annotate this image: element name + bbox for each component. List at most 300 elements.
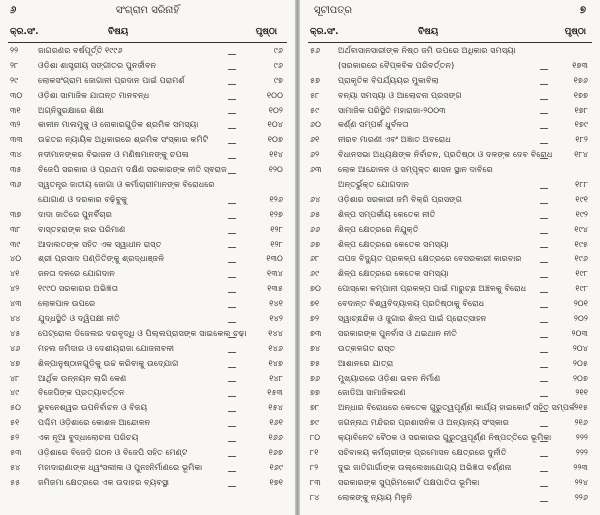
entry-page: ୧୫୩ xyxy=(267,387,283,398)
running-head xyxy=(300,3,600,23)
entry-page: ୨୨୬ xyxy=(574,491,588,502)
entry-page: ୧୬୬ xyxy=(268,432,283,443)
entry-page: ୨୧୬ xyxy=(574,417,588,428)
toc-row xyxy=(8,103,287,118)
toc-row xyxy=(308,371,592,386)
toc-row xyxy=(308,147,592,162)
leader-dash xyxy=(540,396,548,397)
toc-row xyxy=(308,430,592,445)
toc-row xyxy=(308,177,592,192)
entry-subject: ବାସ୍ତହରାଙ୍କ ହାର ପରିମାଣ xyxy=(38,223,126,234)
entry-number: ୪୨ xyxy=(10,283,20,294)
entry-number: ୫୪ xyxy=(10,461,21,472)
leader-dash xyxy=(228,381,236,382)
entry-page: ୧୪୧ xyxy=(269,298,283,309)
entry-subject: ଯୋଗାଣ ଓ ଦରକାର ବଢ଼ିବୁକୁ xyxy=(38,193,128,204)
leader-dash xyxy=(540,307,548,308)
entry-page: ୧୭୯ xyxy=(574,119,588,130)
entry-subject: ତାପଜ ବିଦ୍ୟୁତ ପ୍ରକଳ୍ପ କ୍ଷେତ୍ରରେ ବେସରକାରୀ କାରବାର xyxy=(338,253,522,264)
toc-row xyxy=(8,341,287,356)
entry-number: ୪୯ xyxy=(10,387,20,398)
entry-number: ୬୫ xyxy=(310,208,321,219)
leader-dash xyxy=(228,143,236,144)
table-of-contents xyxy=(8,43,287,490)
entry-page: ୧୦୦ xyxy=(266,89,283,100)
entry-number: ୬୪ xyxy=(310,193,321,204)
entry-page: ୧୩୫ xyxy=(267,283,283,294)
column-header xyxy=(308,26,592,43)
leader-dash xyxy=(540,337,548,338)
entry-page: ୧୨୭ xyxy=(269,208,283,219)
leader-dash xyxy=(540,322,548,323)
leader-dash xyxy=(228,307,236,308)
entry-subject: ଓଡ଼ିଶା ଶାସ୍ତ୍ରୀୟ ସଙ୍ଗୀତର ପୁନର୍ଜୀବନ xyxy=(38,59,157,70)
entry-number: ୬୬ xyxy=(310,223,321,234)
entry-page: ୨୧୧ xyxy=(575,387,588,398)
leader-dash xyxy=(540,247,548,248)
entry-page: ୯୭ xyxy=(273,74,283,85)
entry-number: ୬୭ xyxy=(310,238,321,249)
leader-dash xyxy=(540,233,548,234)
page-number: ୬ xyxy=(10,5,17,16)
toc-row xyxy=(308,222,592,237)
entry-subject: ଲୋକ ଆନ୍ଦୋଳନ ଓ ସମ୍ପୃକ୍ତ ଶାସନ ସ୍ଥାନ ଦାବିରେ xyxy=(338,164,493,175)
header-subject: ବିଷୟ xyxy=(108,27,129,37)
leader-dash xyxy=(228,113,236,114)
toc-row xyxy=(8,117,287,132)
entry-number: ୬୨ xyxy=(310,149,320,160)
entry-page: ୧୩୪ xyxy=(267,268,283,279)
toc-row xyxy=(308,43,592,58)
entry-number: ୭୨ xyxy=(310,313,320,324)
entry-subject: ଜଗନ୍ନାଥ ମନ୍ଦିରର ପ୍ରଶାସନିକ ଓ ଅନ୍ୟାନ୍ୟ ସଂସ୍କାର xyxy=(338,417,509,428)
entry-subject: ମୁଖ୍ୟାରରେ ଓଡ଼ିଶା ଭବନ ନିର୍ମାଣ xyxy=(338,372,441,383)
toc-row xyxy=(308,251,592,266)
toc-row xyxy=(308,385,592,400)
toc-row xyxy=(8,356,287,371)
entry-page: ୧୬୭ xyxy=(268,447,283,458)
entry-subject: ୧୯୯୦ ସରକାରର ଅଭିଜ୍ଞତା xyxy=(38,283,119,294)
leader-dash xyxy=(540,84,548,85)
entry-number: ୩୪ xyxy=(10,149,22,160)
leader-dash xyxy=(228,322,236,323)
entry-page: ୧୩୦ xyxy=(266,253,283,264)
toc-row xyxy=(308,73,592,88)
toc-row xyxy=(308,117,592,132)
entry-number: ୩୯ xyxy=(10,238,21,249)
entry-subject: ଶିଳ୍ପ ସମ୍ପର୍କୀୟ କେତେକ ନୀତି xyxy=(338,208,436,219)
entry-subject: ମହଲ ଜମିଦାର ଓ ଦେଶୀୟରାଜା ଯୋଜନାବଳୀ xyxy=(38,342,175,353)
toc-row xyxy=(8,385,287,400)
entry-subject: ଅଗ୍ନିସୁରକ୍ଷାରେ ଶିକ୍ଷା xyxy=(38,104,104,115)
leader-dash xyxy=(540,158,548,159)
leader-dash xyxy=(228,486,236,487)
toc-row xyxy=(308,281,592,296)
toc-row xyxy=(308,296,592,311)
entry-subject: ଉତ୍କଳଗତ ରାସ୍ତ xyxy=(338,342,396,353)
toc-row xyxy=(8,400,287,415)
entry-number: ୮୧ xyxy=(310,447,319,458)
entry-number: ୭୪ xyxy=(310,342,321,353)
entry-number: ୪୫ xyxy=(10,327,21,338)
entry-number: ୩୦ xyxy=(10,89,23,100)
toc-row xyxy=(8,43,287,58)
leader-dash xyxy=(540,99,548,100)
entry-number: ୭୦ xyxy=(310,283,321,294)
leader-dash xyxy=(228,277,236,278)
entry-page: ୧୭୮ xyxy=(574,104,588,115)
entry-page: ୯୬ xyxy=(273,45,283,55)
leader-dash xyxy=(228,69,236,70)
toc-row xyxy=(308,475,592,490)
toc-row xyxy=(8,311,287,326)
toc-row xyxy=(308,192,592,207)
leader-dash xyxy=(228,158,236,159)
toc-row xyxy=(308,162,592,177)
entry-number: ୫୦ xyxy=(10,402,22,413)
leader-dash xyxy=(228,352,236,353)
entry-page: ୧୪୬ xyxy=(268,342,283,353)
entry-number: ୬୧ xyxy=(310,134,320,145)
entry-page: ୨୦୩ xyxy=(571,327,588,338)
leader-dash xyxy=(228,426,236,427)
leader-dash xyxy=(540,456,548,457)
toc-row xyxy=(308,88,592,103)
entry-page: ୧୦୭ xyxy=(267,134,283,145)
toc-row xyxy=(8,266,287,281)
toc-row xyxy=(308,341,592,356)
entry-number: ୫୧ xyxy=(10,417,20,428)
entry-page: ୧୪୮ xyxy=(269,372,283,383)
toc-row xyxy=(308,400,592,415)
leader-dash xyxy=(228,396,236,397)
entry-subject: ଜନତା ଦଳରେ ଯୋଗଦାନ xyxy=(38,268,115,279)
entry-subject: ଜାଗରଣର ବର୍ଷପୂର୍ତ୍ତି ୧୯୯୬ xyxy=(38,45,123,55)
right-page xyxy=(300,0,600,515)
entry-number: ୮୪ xyxy=(310,491,320,502)
leader-dash xyxy=(540,441,548,442)
entry-page: ୧୯୫ xyxy=(574,238,588,249)
leader-dash xyxy=(540,128,548,129)
entry-subject: ଅର୍ଥବାସାନସାରୀଙ୍କ ନିଷ୍ଠ ଜମି ଉପରେ ଅଧିକାର ସମସ୍ୟା xyxy=(338,45,516,55)
toc-row xyxy=(8,251,287,266)
entry-number: ୨୮ xyxy=(10,59,19,70)
entry-subject: ବିଧାନସଭା ଅଧ୍ୟକ୍ଷଙ୍କ ନିର୍ବାଚନ, ପ୍ରତିଷ୍ଠା ଓ ଦଳଙ୍କ ଦେବ ବିରୋଧ xyxy=(338,149,553,160)
entry-page: ୧୪୨ xyxy=(269,313,283,324)
leader-dash xyxy=(540,188,548,189)
entry-page: ୨୦୪ xyxy=(572,342,588,353)
entry-number: ୫୬ xyxy=(310,45,321,55)
toc-row xyxy=(308,103,592,118)
entry-subject: ଅନ୍ତର୍ଭୁକ୍ତ ଯୋଗଦାନ xyxy=(338,179,409,190)
entry-page: ୧୭୩ xyxy=(572,59,588,70)
entry-number: ୫୩ xyxy=(10,447,22,458)
leader-dash xyxy=(228,173,236,174)
toc-row xyxy=(8,281,287,296)
entry-subject: ଜୋଡିଆ ସାମାଜିକରଣ xyxy=(338,387,406,398)
entry-number: ୬୦ xyxy=(310,119,322,130)
running-head xyxy=(0,3,295,23)
entry-page: ୧୯୪ xyxy=(574,223,588,234)
entry-number: ୪୧ xyxy=(10,268,20,279)
entry-page: ୧୨୮ xyxy=(270,238,283,249)
entry-number: ୨୨ xyxy=(10,45,19,55)
entry-subject: ଆଦାଲତଙ୍କ ସହିତ ଏକ ସ୍ୱାଧୀନ ରାସ୍ତ xyxy=(38,238,162,249)
entry-number: ୮୩ xyxy=(310,476,321,487)
toc-row xyxy=(308,445,592,460)
entry-page: ୧୨୬ xyxy=(269,193,283,204)
entry-subject: ଅନ୍ଧାର ବିରୋଧରେ କେତେକ ଗୁରୁତ୍ୱପୂର୍ଣ୍ଣ କାର୍ଯ୍ୟ ହାଇକୋର୍ଟ ସହିତ ସମ୍ପର୍କ xyxy=(338,402,576,413)
leader-dash xyxy=(228,262,236,263)
toc-row xyxy=(308,415,592,430)
toc-row xyxy=(308,326,592,341)
entry-page: ୧୮୪ xyxy=(574,149,588,160)
entry-subject: ନଦୀମାନଙ୍କର ବିଭାଜନ ଓ ମଣିଷମାନଙ୍କୁ ଚପଳା xyxy=(38,149,189,160)
entry-page: ୧୯୮ xyxy=(575,268,588,279)
leader-dash xyxy=(540,218,548,219)
leader-dash xyxy=(228,471,236,472)
entry-subject: ଜମିଜମା କ୍ଷେତ୍ରରେ ଏକ ଉଦାହର ବ୍ୟବସ୍ଥା xyxy=(38,476,170,487)
entry-number: ୫୨ xyxy=(10,432,20,443)
entry-number: ୩୩ xyxy=(10,134,23,145)
entry-page: ୨୦୧ xyxy=(573,298,588,309)
entry-subject: ଶିଳ୍ପାନୁଷ୍ଠାନଗୁଡ଼ିକୁ ଉଚ୍ଚ କରିବାକୁ ଉଦ୍ଯୋଗ xyxy=(38,357,179,368)
entry-subject: ପଶ୍ଚିମ ଓଡ଼ିଶାରେ କୋଶଳ ଆନ୍ଦୋଳନ xyxy=(38,417,151,428)
entry-subject: ପେଟ୍ରୋଲ ଡିଜେଲର ଦରବୃଦ୍ଧି ଓ ପିଲ୍ଲପ୍ରାସଙ୍କ ସାଇକେଲ ଚଢ଼ା xyxy=(38,327,247,338)
toc-row xyxy=(8,147,287,162)
leader-dash xyxy=(228,367,236,368)
leader-dash xyxy=(540,381,548,382)
toc-row xyxy=(308,460,592,475)
toc-row xyxy=(8,162,287,177)
entry-number: ୭୧ xyxy=(310,298,320,309)
entry-subject: କର୍ଣ୍ଣ ସମ୍ପର୍କ ଧୁର୍ବଳତା xyxy=(338,119,409,130)
entry-page: ୨୨୪ xyxy=(574,476,588,487)
toc-row xyxy=(8,73,287,88)
leader-dash xyxy=(228,456,236,457)
toc-row xyxy=(8,371,287,386)
leader-dash xyxy=(228,84,236,85)
entry-subject: ଲୋକପାଳ ଉପରେ xyxy=(38,298,96,309)
entry-subject: ଉଚ୍ଚତର ନ୍ୟାୟିକ ଅଧିକାରରେ ଶ୍ରମିକ ସଂସ୍କାର କମିଟି xyxy=(38,134,209,145)
entry-number: ୪୪ xyxy=(10,313,21,324)
entry-subject: ଓଡ଼ିଶା ସାମାଜିକ ଯାତାନ୍ତ ମାନବନ୍ଧ xyxy=(38,89,150,100)
entry-subject: ପ୍ରାକୃତିକ ବିପର୍ଯ୍ୟୟର ମୁକାବିଲା xyxy=(338,74,439,85)
entry-number: ୭୩ xyxy=(310,327,322,338)
entry-number: ୬୩ xyxy=(310,164,322,175)
entry-number: ୪୭ xyxy=(10,357,21,368)
entry-number: ୮୨ xyxy=(310,461,319,472)
entry-subject: ଶିଳ୍ପ କ୍ଷେତ୍ରରେ କେତେକ ସମସ୍ୟା xyxy=(338,268,449,279)
toc-row xyxy=(308,356,592,371)
toc-row xyxy=(8,415,287,430)
column-header xyxy=(8,26,287,43)
toc-row xyxy=(8,445,287,460)
toc-row xyxy=(8,430,287,445)
entry-subject: ବନ୍ୟା ସମସ୍ୟା ଓ ଆଲୋଚନା ପ୍ରସଙ୍ଗ xyxy=(338,89,462,100)
toc-row xyxy=(308,490,592,505)
entry-subject: ବେଦାନ୍ତ ବିଶ୍ୱବିଦ୍ୟାଳୟ ପ୍ରତିଷ୍ଠାକୁ ବିରୋଧ xyxy=(338,298,485,309)
leader-dash xyxy=(540,69,548,70)
entry-subject: ଶ୍ରୀ ପ୍ରସାଦ ପଣ୍ଡିତିଙ୍କୁ ଶ୍ରଦ୍ଧାଞ୍ଜଳି xyxy=(38,253,165,264)
header-page: ପୃଷ୍ଠା xyxy=(564,27,586,37)
entry-subject: ଆର୍ଥିକ ଉନ୍ନୟନ ଲାଗି କେଣ xyxy=(38,372,127,383)
entry-subject: ଲୋକସଂଗ୍ରାମ ଜୋଗାନୀ ପ୍ରଦାନ ପାଇଁ ପରାମର୍ଶ xyxy=(38,74,185,85)
entry-page: ୧୯୬ xyxy=(574,253,588,264)
entry-subject: ଯୁଦ୍ଧସ୍ଥିତି ଓ ଦ୍ୱିପକ୍ଷୀ ନୀତି xyxy=(38,313,120,324)
header-serial-number: କ୍ର.ସଂ. xyxy=(310,27,339,37)
entry-subject: ଶିଳ୍ପ କ୍ଷେତ୍ରରେ ନିଯୁକ୍ତି xyxy=(338,223,419,234)
entry-page: ୧୮୮ xyxy=(575,179,588,190)
header-subject: ବିଷୟ xyxy=(418,27,439,37)
entry-subject: ସରକାରଙ୍କ ସୁପ୍ରିମକୋର୍ଟ ପକ୍ଷପାତିତା ଭୂମିକା xyxy=(338,476,480,487)
running-title: ସୂଚୀପତ୍ର xyxy=(314,5,352,16)
entry-page: ୧୬୯ xyxy=(269,461,283,472)
leader-dash xyxy=(540,277,548,278)
toc-row xyxy=(8,207,287,222)
entry-number: ୫୯ xyxy=(310,104,320,115)
toc-row xyxy=(8,475,287,490)
toc-row xyxy=(8,237,287,252)
toc-row xyxy=(8,460,287,475)
entry-page: ୨୦୨ xyxy=(573,313,588,324)
entry-page: ୧୭୬ xyxy=(573,74,588,85)
toc-row xyxy=(308,132,592,147)
header-serial-number: କ୍ର.ସଂ. xyxy=(10,27,39,37)
entry-page: ୧୯୮ xyxy=(575,283,588,294)
entry-number: ୫୫ xyxy=(10,476,21,487)
entry-page: ୨୨୨ xyxy=(575,432,588,443)
leader-dash xyxy=(540,411,548,412)
entry-subject: ସଚିବାଳୟ କର୍ମଚାରୀଙ୍କ ପ୍ରମୋସନ କ୍ଷେତ୍ରରେ ଦୁର୍ନୀତି xyxy=(338,447,507,458)
entry-subject: ଦୁଇ ଜାତିଗାର୍ଗାଙ୍କ ଉଲ୍ଲେଖାଯୋଗ୍ୟ ଅଭିଜ୍ଞତା ବର୍ଣ୍ଣନା xyxy=(338,461,512,472)
entry-subject: ଶିଳ୍ପ କ୍ଷେତ୍ରରେ କେତେକ ସମସ୍ୟା xyxy=(338,238,449,249)
entry-number: ୪୮ xyxy=(10,372,20,383)
entry-subject: ସରକାରଙ୍କ ପୁନର୍ବାସ ଓ ଥଇଥାନ ନୀତି xyxy=(338,327,457,338)
leader-dash xyxy=(228,99,236,100)
leader-dash xyxy=(540,262,548,263)
entry-subject: ସାମାଜିକ ପରିସ୍ଥିତି ମହାରାଜା-୨୦୦୩ xyxy=(338,104,446,115)
entry-number: ୨୯ xyxy=(10,74,19,85)
entry-subject: ଭୁବନେଶ୍ୱର ଉପନିର୍ବାଚନ ଓ ବିଜୟ xyxy=(38,402,148,413)
entry-page: ୨୧୫ xyxy=(574,402,588,413)
entry-page: ୧୮୨ xyxy=(575,134,588,145)
entry-page: ୧୯୨ xyxy=(575,208,588,219)
entry-number: ୪୩ xyxy=(10,298,22,309)
leader-dash xyxy=(540,143,548,144)
toc-row xyxy=(8,88,287,103)
toc-row xyxy=(8,58,287,73)
entry-number: ୪୬ xyxy=(10,342,21,353)
entry-page: ୧୨୦ xyxy=(268,164,283,175)
entry-number: ୭୯ xyxy=(310,417,320,428)
leader-dash xyxy=(228,247,236,248)
toc-row xyxy=(8,326,287,341)
leader-dash xyxy=(540,367,548,368)
entry-page: ୧୧୪ xyxy=(269,149,283,160)
entry-number: ୬୮ xyxy=(310,253,320,264)
toc-row xyxy=(308,58,592,73)
header-page: ପୃଷ୍ଠା xyxy=(255,27,277,37)
leader-dash xyxy=(228,128,236,129)
toc-row xyxy=(8,177,287,192)
entry-subject: ପୋସ୍କୋ କମ୍ପାନୀ ପ୍ରକଳ୍ପ ପାଇଁ ମାରୁଚ୍ଛ ଅଞ୍ଚଳକୁ ବିରୋଧ xyxy=(338,283,527,294)
leader-dash xyxy=(540,471,548,472)
leader-dash xyxy=(228,54,236,55)
leader-dash xyxy=(228,292,236,293)
entry-page: ୧୦୪ xyxy=(267,119,283,130)
entry-subject: ସ୍ୱାଚ୍ଛନ୍ଦିକ ଓ ଜୁଗାର ଶିଳ୍ପ ପାଇଁ ପ୍ରୋତ୍ସାହନ xyxy=(338,313,487,324)
entry-page: ୧୬୧ xyxy=(269,417,283,428)
entry-number: ୭୫ xyxy=(310,357,321,368)
table-of-contents xyxy=(308,43,592,505)
leader-dash xyxy=(540,292,548,293)
toc-row xyxy=(308,207,592,222)
entry-number: ୭୮ xyxy=(310,402,320,413)
entry-page: ୧୪୪ xyxy=(268,327,283,338)
entry-page: ୧୪୭ xyxy=(268,357,283,368)
entry-page: ୧୦୨ xyxy=(268,104,283,115)
entry-number: ୩୮ xyxy=(10,223,21,234)
left-page xyxy=(0,0,295,515)
entry-page: ୧୭୭ xyxy=(573,89,588,100)
leader-dash xyxy=(540,352,548,353)
toc-row xyxy=(8,296,287,311)
toc-row xyxy=(308,237,592,252)
entry-subject: କ୍ୟାବିନେଟ ବୈଠକ ଓ ସରକାରର ଗୁରୁତ୍ୱପୂର୍ଣ୍ଣ ନିଷ୍ପତ୍ତିରେ ଭୂମିକା xyxy=(338,432,552,443)
page-number: ୭ xyxy=(579,5,586,16)
entry-subject: ନୀରବ ମାରଣୀ ଏବଂ ଅଜ୍ଞାତ ଅବରୋଧ xyxy=(338,134,451,145)
leader-dash xyxy=(540,501,548,502)
leader-dash xyxy=(228,441,236,442)
entry-number: ୭୭ xyxy=(310,387,321,398)
entry-page: ୨୦୭ xyxy=(572,372,588,383)
entry-number: ୪୦ xyxy=(10,253,22,264)
entry-number: ୫୭ xyxy=(310,74,321,85)
entry-page: ୯୬ xyxy=(273,59,283,70)
toc-row xyxy=(308,266,592,281)
entry-subject: ଆଶାନରେ ଯାତ୍ରା xyxy=(338,357,394,368)
entry-number: ୬୯ xyxy=(310,268,320,279)
entry-number: ୩୫ xyxy=(10,164,22,175)
entry-number: ୫୮ xyxy=(310,89,320,100)
entry-page: ୨୨୨ xyxy=(575,447,588,458)
entry-page: ୨୨୩ xyxy=(573,461,588,472)
toc-row xyxy=(308,311,592,326)
leader-dash xyxy=(540,113,548,114)
toc-row xyxy=(8,192,287,207)
entry-page: ୨୦୫ xyxy=(572,357,588,368)
leader-dash xyxy=(540,426,548,427)
leader-dash xyxy=(228,218,236,219)
entry-number: ୭୬ xyxy=(310,372,321,383)
leader-dash xyxy=(540,486,548,487)
entry-subject: ଦାଦା ଜାତିରେ ପୁନର୍ବିଚାର xyxy=(38,208,112,219)
entry-number: ୮୦ xyxy=(310,432,321,443)
toc-row xyxy=(8,132,287,147)
entry-subject: (ସରକାରରେ ବୈପ୍ଳବିକ ପରିବର୍ତ୍ତନ) xyxy=(338,59,455,70)
entry-number: ୩୭ xyxy=(10,208,22,219)
leader-dash xyxy=(228,411,236,412)
entry-subject: ବିଜେପି ସରକାର ଓ ପ୍ରଥମ ଦକ୍ଷିଣ ସରକାରଙ୍କ ନୀତି ସ୍ଵରାଜ xyxy=(38,164,227,175)
leader-dash xyxy=(540,203,548,204)
entry-page: ୧୭୧ xyxy=(269,476,283,487)
entry-subject: କାଳୀନ ମାଲମୁକୁ ଓ ନୋକାରଗୁଡ଼ିକ ଶ୍ରମିକ ସମସ୍ୟା xyxy=(38,119,199,130)
entry-subject: ଓଡ଼ିଶାରେ ବିଜେଡ଼ି ଗଠନ ଓ ବିଜେପି ସହିତ ମେଣ୍ଟ xyxy=(38,447,188,458)
entry-number: ୩୬ xyxy=(10,179,22,190)
entry-subject: ଏକ ନୂଆ ବୁଦ୍ଧାଲୋଚନା ପରିଚୟ xyxy=(38,432,139,443)
leader-dash xyxy=(228,203,236,204)
